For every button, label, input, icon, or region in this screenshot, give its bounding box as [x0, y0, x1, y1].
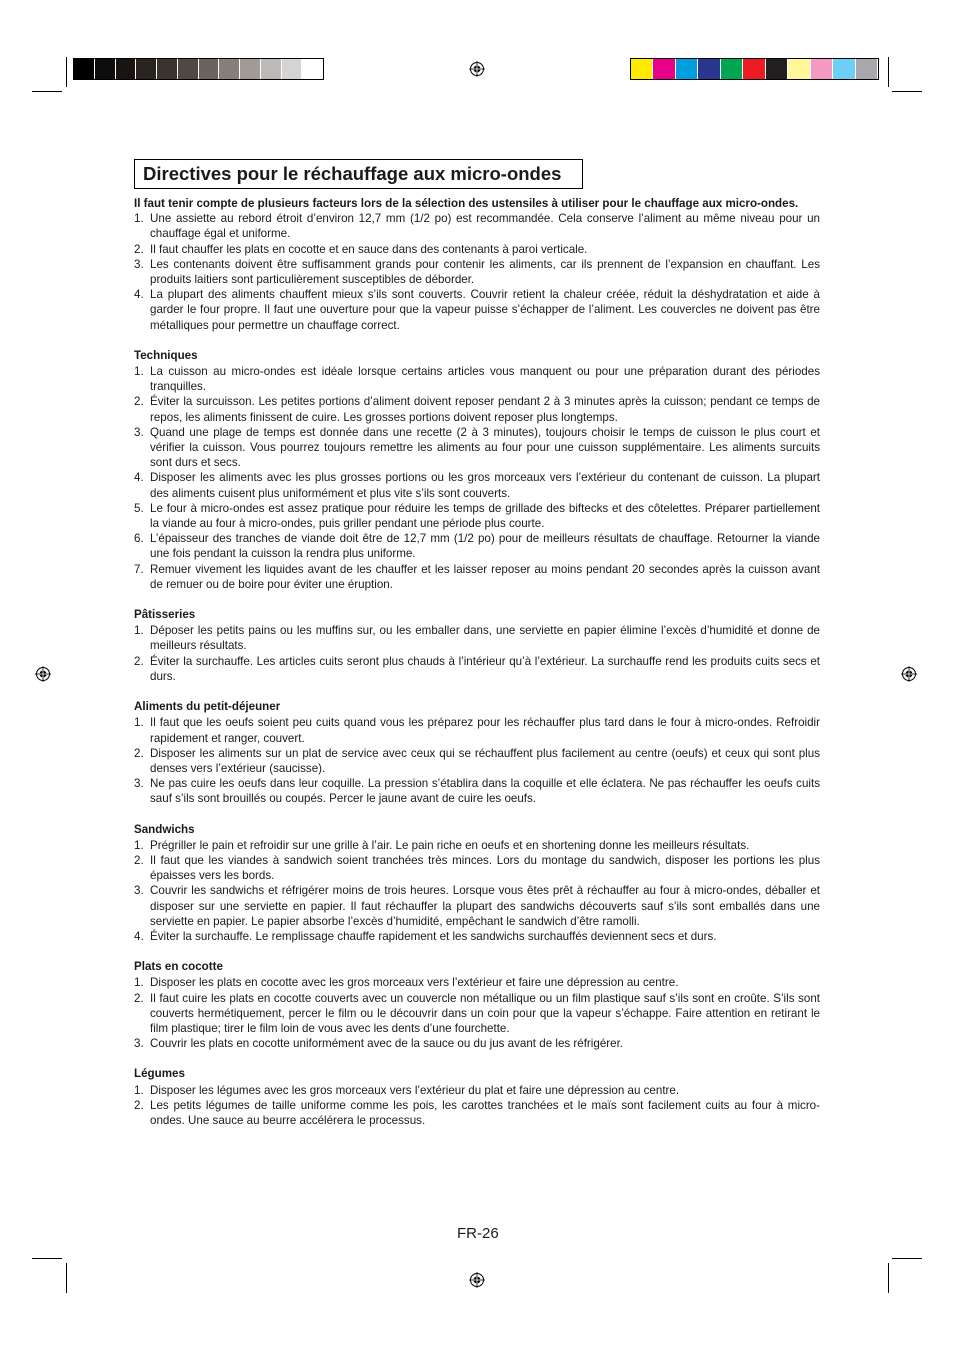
- section-heading: Aliments du petit-déjeuner: [134, 700, 281, 714]
- page-title: Directives pour le réchauffage aux micro-ondes: [143, 163, 562, 184]
- section-heading: Pâtisseries: [134, 608, 196, 622]
- list-item-number: 1.: [134, 365, 144, 379]
- list-item: [134, 1083, 820, 1098]
- color-swatch: [788, 59, 810, 79]
- list-item-number: 2.: [134, 395, 144, 409]
- color-swatch: [95, 59, 116, 79]
- list-item-text: Éviter la surchauffe. Le remplissage chauffe rapidement et les sandwichs surchauffés deviennent secs et durs.: [150, 929, 717, 943]
- list-item-number: 2.: [134, 242, 144, 256]
- list-item: [134, 654, 820, 684]
- list-item-number: 3.: [134, 1037, 144, 1051]
- color-swatch: [833, 59, 855, 79]
- list-item-text: Éviter la surchauffe. Les articles cuits seront plus chauds à l’intérieur qu’à l’extérieur. La surchauffe rend les produits cuits secs et durs.: [150, 654, 820, 683]
- list-item-text: Éviter la surcuisson. Les petites portions d’aliment doivent reposer pendant 2 à 3 minutes après la cuisson; pendant ce temps de repos, les aliments finissent de cuire. Les grosses portions doivent reposer plus longtemps.: [150, 395, 820, 424]
- crop-mark: [892, 91, 922, 92]
- intro-paragraph: Il faut tenir compte de plusieurs facteurs lors de la sélection des ustensiles à utiliser pour le chauffage aux micro-ondes.: [134, 197, 799, 210]
- crop-mark: [32, 91, 62, 92]
- registration-mark-icon: [901, 666, 917, 682]
- list-item: [134, 929, 820, 944]
- color-swatch: [743, 59, 765, 79]
- list-item: [134, 287, 820, 333]
- list-item-text: La cuisson au micro-ondes est idéale lorsque certains articles vous manquent ou pour une préparation durant des périodes tranquilles.: [150, 365, 820, 394]
- list-item-number: 1.: [134, 624, 144, 638]
- list-item: [134, 531, 820, 561]
- list-item-text: Remuer vivement les liquides avant de les chauffer et les laisser reposer au moins pendant 20 secondes après la cuisson avant de remuer ou de boire pour éviter une éruption.: [150, 562, 820, 591]
- color-swatch: [653, 59, 675, 79]
- list-item-text: Ne pas cuire les oeufs dans leur coquille. La pression s’établira dans la coquille et elle éclatera. Ne pas réchauffer les oeufs cuits sauf s’ils sont brouillés ou coupés. Percer le jaune avant de cuire les oeufs.: [150, 777, 820, 806]
- registration-mark-icon: [469, 61, 485, 77]
- list-item-number: 1.: [134, 838, 144, 852]
- list-item: [134, 257, 820, 287]
- section-heading: Techniques: [134, 348, 198, 362]
- list-item-number: 7.: [134, 562, 144, 576]
- color-swatch: [302, 59, 323, 79]
- list-item: [134, 470, 820, 500]
- color-swatch: [74, 59, 95, 79]
- section-heading: Sandwichs: [134, 822, 195, 836]
- color-swatch: [698, 59, 720, 79]
- list-item-number: 2.: [134, 853, 144, 867]
- color-swatch: [136, 59, 157, 79]
- list-item-number: 3.: [134, 884, 144, 898]
- list-item: [134, 853, 820, 883]
- color-swatch: [261, 59, 282, 79]
- list-item-number: 1.: [134, 212, 144, 226]
- document-body: [134, 196, 820, 1128]
- list-item: [134, 1098, 820, 1128]
- list-item-number: 6.: [134, 532, 144, 546]
- list-item-number: 1.: [134, 1083, 144, 1097]
- list-item: [134, 975, 820, 990]
- list-item: [134, 838, 820, 853]
- list-item: [134, 364, 820, 394]
- list-item-text: Il faut que les oeufs soient peu cuits quand vous les préparez pour les réchauffer plus tard dans le four à micro-ondes. Refroidir rapidement et ranger, couvert.: [150, 716, 820, 745]
- list-item-text: Couvrir les sandwichs et réfrigérer moins de trois heures. Lorsque vous êtes prêt à réchauffer au four à micro-ondes, déballer et disposer sur une serviette en papier. Il faut réchauffer la plupart des sandwichs découverts sauf s’ils sont emballés dans une serviette en papier. Le papier absorbe l’excès d’humidité, empêchant le sandwich d’être ramolli.: [150, 884, 820, 928]
- list-item-number: 2.: [134, 746, 144, 760]
- list-item-text: Les contenants doivent être suffisamment grands pour contenir les aliments, car ils prennent de l’expansion en chauffant. Les produits laitiers sont particulièrement susceptibles de déborder.: [150, 257, 820, 287]
- section-list: [134, 364, 820, 592]
- list-item-text: Disposer les aliments sur un plat de service avec ceux qui se réchauffent plus facilement au centre (oeufs) et ceux qui sont plus denses vers l’extérieur (saucisse).: [150, 746, 820, 775]
- list-item-number: 3.: [134, 425, 144, 439]
- list-item: [134, 242, 820, 257]
- process-color-bar: [630, 58, 879, 80]
- sections: [134, 348, 820, 1128]
- list-item-number: 2.: [134, 654, 144, 668]
- list-item: [134, 562, 820, 592]
- color-swatch: [811, 59, 833, 79]
- list-item: [134, 746, 820, 776]
- section-heading: Plats en cocotte: [134, 960, 223, 974]
- page-number: FR-26: [457, 1225, 499, 1242]
- crop-mark: [32, 1258, 62, 1259]
- grayscale-color-bar: [73, 58, 324, 80]
- list-item: [134, 1036, 820, 1051]
- crop-mark: [66, 57, 67, 87]
- section-list: [134, 838, 820, 944]
- list-item-text: Il faut que les viandes à sandwich soient tranchées très minces. Lors du montage du sandwich, disposer les portions les plus épaisses vers les bords.: [150, 853, 820, 883]
- list-item-number: 4.: [134, 288, 144, 302]
- section-list: [134, 975, 820, 1051]
- list-item-text: Le four à micro-ondes est assez pratique pour réduire les temps de grillade des biftecks et des côtelettes. Préparer partiellement la viande au four à micro-ondes, puis griller pendant une période plus courte.: [150, 501, 820, 531]
- intro-list: [134, 211, 820, 333]
- list-item-text: Il faut chauffer les plats en cocotte et en sauce dans des contenants à paroi verticale.: [150, 242, 588, 256]
- list-item-number: 1.: [134, 976, 144, 990]
- color-swatch: [219, 59, 240, 79]
- list-item: [134, 883, 820, 929]
- list-item-number: 1.: [134, 716, 144, 730]
- list-item: [134, 991, 820, 1037]
- section-heading: Légumes: [134, 1067, 185, 1081]
- list-item: [134, 394, 820, 424]
- list-item: [134, 425, 820, 471]
- list-item: [134, 715, 820, 745]
- section-list: [134, 715, 820, 806]
- list-item-text: L’épaisseur des tranches de viande doit être de 12,7 mm (1/2 po) pour de meilleurs résultats de chauffage. Retourner la viande une fois pendant la cuisson la rendra plus uniforme.: [150, 532, 820, 561]
- list-item-text: Il faut cuire les plats en cocotte couverts avec un couvercle non métallique ou un film plastique sauf s’ils sont en croûte. S’ils sont couverts hermétiquement, percer le film ou le découvrir dans un coin pour que la vapeur s’échappe. Faire attention en retirant le film plastique; tirer le film loin de vous avec les dents d’une fourchette.: [150, 991, 820, 1035]
- list-item-text: Une assiette au rebord étroit d’environ 12,7 mm (1/2 po) est recommandée. Cela conserve l’aliment au même niveau pour un chauffage égal et uniforme.: [150, 212, 820, 241]
- list-item-number: 4.: [134, 471, 144, 485]
- color-swatch: [631, 59, 653, 79]
- list-item-text: La plupart des aliments chauffent mieux s’ils sont couverts. Couvrir retient la chaleur créée, réduit la déshydratation et aide à garder le four propre. Il faut une ouverture pour que la vapeur puisse s’échapper de l’aliment. Les couvercles ne doivent pas être métalliques pour permettre un chauffage correct.: [150, 288, 820, 332]
- color-swatch: [766, 59, 788, 79]
- list-item: [134, 501, 820, 531]
- list-item-number: 5.: [134, 501, 144, 515]
- list-item: [134, 623, 820, 653]
- crop-mark: [888, 1263, 889, 1293]
- list-item-number: 2.: [134, 991, 144, 1005]
- list-item-number: 3.: [134, 777, 144, 791]
- color-swatch: [199, 59, 220, 79]
- registration-mark-icon: [35, 666, 51, 682]
- section-list: [134, 1083, 820, 1129]
- color-swatch: [282, 59, 303, 79]
- color-swatch: [856, 59, 878, 79]
- color-swatch: [178, 59, 199, 79]
- list-item-text: Déposer les petits pains ou les muffins sur, ou les emballer dans, une serviette en papier élimine l’excès d’humidité et donne de meilleurs résultats.: [150, 624, 820, 653]
- list-item-text: Disposer les plats en cocotte avec les gros morceaux vers l’extérieur et faire une dépression au centre.: [150, 976, 679, 990]
- color-swatch: [676, 59, 698, 79]
- registration-mark-icon: [469, 1272, 485, 1288]
- list-item-text: Quand une plage de temps est donnée dans une recette (2 à 3 minutes), toujours choisir le temps de cuisson le plus court et vérifier la cuisson. Vous pourrez toujours remettre les aliments au four pour une cuisson supplémentaire. Les aliments surcuits sont durs et secs.: [150, 425, 820, 470]
- color-swatch: [157, 59, 178, 79]
- list-item-number: 4.: [134, 929, 144, 943]
- list-item-number: 2.: [134, 1098, 144, 1112]
- color-swatch: [240, 59, 261, 79]
- list-item-text: Disposer les légumes avec les gros morceaux vers l’extérieur du plat et faire une dépression au centre.: [150, 1083, 680, 1097]
- crop-mark: [892, 1258, 922, 1259]
- list-item: [134, 776, 820, 806]
- section-title-box: [134, 159, 583, 189]
- list-item-text: Prégriller le pain et refroidir sur une grille à l’air. Le pain riche en oeufs et en shortening donne les meilleurs résultats.: [150, 838, 750, 852]
- list-item-text: Disposer les aliments avec les plus grosses portions ou les gros morceaux vers l’extérieur du contenant de cuisson. La plupart des aliments cuisent plus uniformément et plus vite s’ils sont couverts.: [150, 471, 820, 500]
- crop-mark: [888, 57, 889, 87]
- list-item-text: Les petits légumes de taille uniforme comme les pois, les carottes tranchées et le maïs sont facilement cuits au four à micro-ondes. Une sauce au beurre accélérera le processus.: [150, 1098, 820, 1127]
- section-list: [134, 623, 820, 684]
- list-item-text: Couvrir les plats en cocotte uniformément avec de la sauce ou du jus avant de les réfrigérer.: [150, 1037, 624, 1051]
- list-item: [134, 211, 820, 241]
- crop-mark: [66, 1263, 67, 1293]
- list-item-number: 3.: [134, 257, 144, 271]
- color-swatch: [721, 59, 743, 79]
- color-swatch: [116, 59, 137, 79]
